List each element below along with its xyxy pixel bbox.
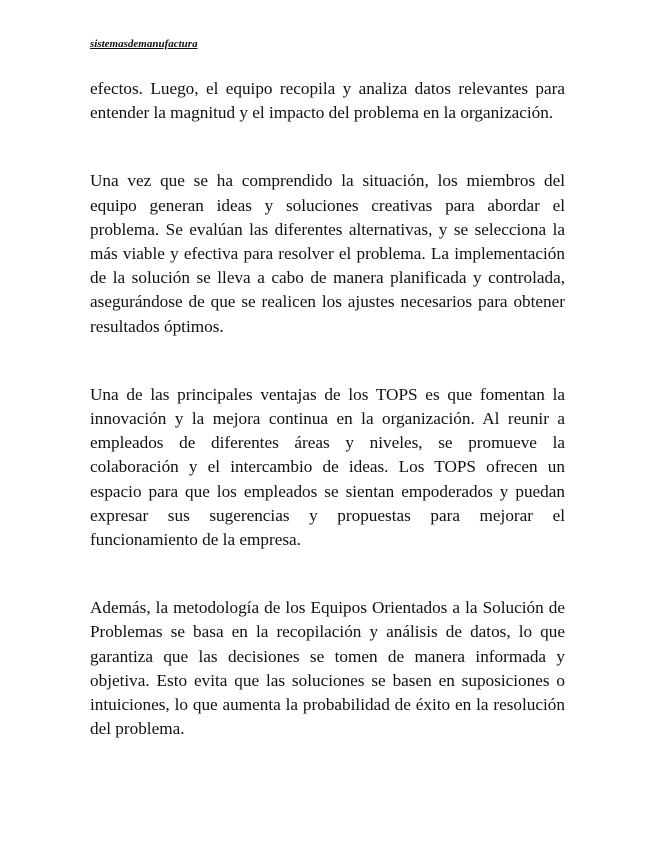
document-body (90, 77, 565, 785)
paragraph-1: efectos. Luego, el equipo recopila y analiza datos relevantes para entender la magnitud y el impacto del problema en la organización. (90, 79, 565, 123)
paragraph-3: Una de las principales ventajas de los TOPS es que fomentan la innovación y la mejora continua en la organización. Al reunir a empleados de diferentes áreas y niveles, se promueve la colaboración y el intercambio de ideas. Los TOPS ofrecen un espacio para que los empleados se sientan empoderados y puedan expresar sus sugerencias y propuestas para mejorar el funcionamiento de la empresa. (90, 384, 565, 550)
paragraph-4: Además, la metodología de los Equipos Orientados a la Solución de Problemas se basa en la recopilación y análisis de datos, lo que garantiza que las decisiones se tomen de manera informada y objetiva. Esto evita que las soluciones se basen en suposiciones o intuiciones, lo que aumenta la probabilidad de éxito en la resolución del problema. (90, 598, 565, 739)
paragraph-2: Una vez que se ha comprendido la situación, los miembros del equipo generan ideas y soluciones creativas para abordar el problema. Se evalúan las diferentes alternativas, y se selecciona la más viable y efectiva para resolver el problema. La implementación de la solución se lleva a cabo de manera planificada y controlada, asegurándose de que se realicen los ajustes necesarios para obtener resultados óptimos. (90, 171, 565, 336)
page-header: sistemasdemanufactura (90, 38, 198, 50)
